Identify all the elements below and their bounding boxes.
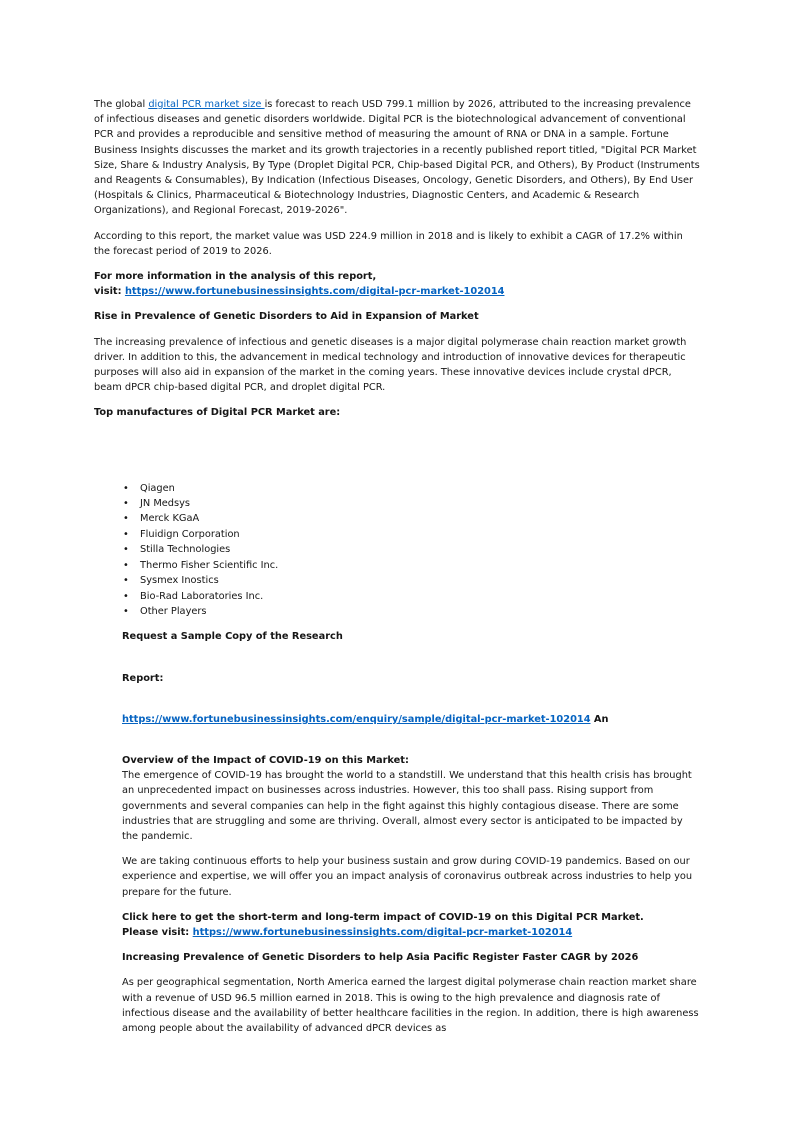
covid-efforts-paragraph: We are taking continuous efforts to help your business sustain and grow during COVID-19 pandemics. Based on our experience and expertise, we will offer you an impact analysis of coronavirus outbreak across industries to help you prepare for the future. [122, 856, 693, 898]
more-info-block [94, 269, 700, 299]
intro-text-pre: The global [94, 99, 149, 110]
covid-overview-block [122, 753, 700, 844]
digital-pcr-market-size-link[interactable]: digital PCR market size [148, 99, 265, 110]
click-here-line2 [122, 925, 700, 940]
list-item: • Sysmex Inostics [122, 573, 700, 588]
list-item: • Fluidign Corporation [122, 527, 700, 542]
covid-overview-text: The emergence of COVID-19 has brought the world to a standstill. We understand that this health crisis has brought an unprecedented impact on businesses across industries. However, this too shall pass. Rising support from governments and several companies can help in the fight against this highly contagious disease. There are some industries that are struggling and some are thriving. Overall, almost every sector is anticipated to be impacted by the pandemic. [122, 770, 692, 842]
heading-top-manufacturers: Top manufactures of Digital PCR Market are: [94, 407, 341, 419]
please-visit-label: Please visit: [122, 926, 193, 938]
sample-link-line [122, 712, 700, 727]
growth-driver-paragraph: The increasing prevalence of infectious and genetic diseases is a major digital polymerase chain reaction market growth driver. In addition to this, the advancement in medical technology and introduction of innovative devices for therapeutic purposes will also aid in expansion of the market in the coming years. These innovative devices include crystal dPCR, beam dPCR chip-based digital PCR, and droplet digital PCR. [94, 336, 687, 394]
click-here-line1: Click here to get the short-term and long-term impact of COVID-19 on this Digital PCR Market. [122, 911, 644, 923]
click-here-block [122, 910, 700, 940]
list-item: • Stilla Technologies [122, 542, 700, 557]
heading-asia-pacific: Increasing Prevalence of Genetic Disorders to help Asia Pacific Register Faster CAGR by 2026 [122, 952, 639, 964]
indented-section [122, 431, 700, 1037]
sample-link-suffix: An [590, 713, 609, 725]
list-item: • Merck KGaA [122, 511, 700, 526]
list-item: • Qiagen [122, 481, 700, 496]
list-item: • Other Players [122, 604, 700, 619]
visit-label: visit: [94, 286, 125, 298]
request-sample-label: Request a Sample Copy of the Research [122, 631, 343, 643]
list-item: • Thermo Fisher Scientific Inc. [122, 558, 700, 573]
more-info-line1: For more information in the analysis of this report, [94, 271, 377, 283]
more-info-line2 [94, 284, 700, 299]
sample-link[interactable]: https://www.fortunebusinessinsights.com/enquiry/sample/digital-pcr-market-102014 [122, 713, 591, 725]
list-item: • Bio-Rad Laboratories Inc. [122, 589, 700, 604]
covid-impact-link[interactable]: https://www.fortunebusinessinsights.com/digital-pcr-market-102014 [192, 926, 573, 938]
report-label: Report: [122, 672, 164, 684]
heading-rise-in-prevalence: Rise in Prevalence of Genetic Disorders to Aid in Expansion of Market [94, 311, 479, 323]
manufacturers-list [122, 481, 700, 620]
intro-paragraph [94, 97, 700, 219]
report-link[interactable]: https://www.fortunebusinessinsights.com/digital-pcr-market-102014 [124, 286, 505, 298]
regional-paragraph: As per geographical segmentation, North America earned the largest digital polymerase chain reaction market share with a revenue of USD 96.5 million earned in 2018. This is owing to the high prevalence and diagnosis rate of infectious disease and the availability of better healthcare facilities in the region. In addition, there is high awareness among people about the availability of advanced dPCR devices as [122, 977, 699, 1034]
blank-space [122, 431, 700, 481]
cagr-paragraph: According to this report, the market value was USD 224.9 million in 2018 and is likely to exhibit a CAGR of 17.2% within the forecast period of 2019 to 2026. [94, 230, 683, 257]
list-item: • JN Medsys [122, 496, 700, 511]
intro-text-post: is forecast to reach USD 799.1 million by 2026, attributed to the increasing prevalence of infectious diseases and genetic disorders worldwide. Digital PCR is the biotechnological advancement of conventional PCR and provides a reproducible and sensitive method of measuring the amount of RNA or DNA in a sample. Fortune Business Insights discusses the market and its growth trajectories in a recently published report titled, "Digital PCR Market Size, Share & Industry Analysis, By Type (Droplet Digital PCR, Chip-based Digital PCR, and Others), By Product (Instruments and Reagents & Consumables), By Indication (Infectious Diseases, Oncology, Genetic Disorders, and Others), By End User (Hospitals & Clinics, Pharmaceutical & Biotechnology Industries, Diagnostic Centers, and Academic & Research Organizations), and Regional Forecast, 2019-2026". [94, 99, 700, 217]
covid-overview-heading: Overview of the Impact of COVID-19 on this Market: [122, 754, 409, 766]
